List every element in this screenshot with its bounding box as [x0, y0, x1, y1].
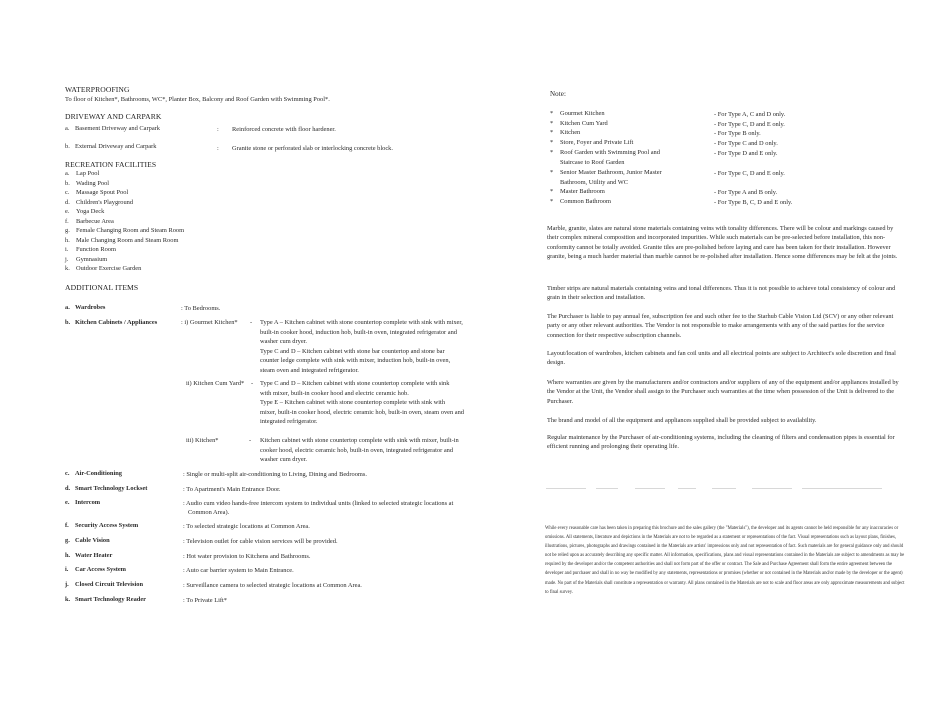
driveway-item-label: Basement Driveway and Carpark: [75, 125, 161, 132]
additional-item-letter: j.: [65, 581, 69, 588]
note-bullet: *: [550, 129, 554, 136]
note-bullet: *: [550, 188, 554, 195]
recreation-item-label: Female Changing Room and Steam Room: [76, 227, 185, 234]
driveway-item-letter: a.: [65, 125, 70, 132]
notes-page: [540, 0, 943, 717]
kitchen-letter: b.: [65, 319, 71, 326]
recreation-item-letter: d.: [65, 198, 70, 206]
additional-item-label: Closed Circuit Television: [75, 581, 144, 588]
additional-item-letter: e.: [65, 499, 70, 506]
additional-item-label: Security Access System: [75, 522, 139, 529]
recreation-item-letter: k.: [65, 265, 70, 272]
desc-line: integrated refrigerator.: [260, 418, 318, 426]
additional-item-value: : Single or multi-split air-conditioning to Living, Dining and Bedrooms.: [183, 471, 367, 478]
note-paragraph: The Purchaser is liable to pay annual fee, subscription fee and such other fee to the Starhub Cable Vision Ltd (SCV) or any other relevant party or any other relevant authorities. The Vendor is not responsible to make arrangements with any of the said parties for the service connection for their respective subscription channels.: [547, 313, 894, 339]
additional-item-value: : To selected strategic locations at Common Area.: [183, 523, 310, 530]
additional-item-value: : To Private Lift*: [183, 597, 227, 604]
desc-line: Type A – Kitchen cabinet with stone countertop complete with sink with mixer,: [260, 319, 463, 326]
note-item-label: Gourmet Kitchen: [560, 110, 605, 117]
additional-item-letter: i.: [65, 566, 69, 573]
desc-line: built-in cooker hood, induction hob, built-in oven, integrated refrigerator and: [260, 328, 457, 336]
note-item-value: - For Type B, C, D and E only.: [714, 199, 793, 206]
recreation-item-label: Wading Pool: [76, 179, 110, 187]
kitchen-type-b-desc: [260, 436, 459, 465]
note-item-label-cont: Staircase to Roof Garden: [560, 158, 625, 166]
additional-item-letter: g.: [65, 537, 70, 544]
note-item-value: - For Type A, C and D only.: [714, 111, 786, 118]
additional-item-label: Car Access System: [75, 566, 126, 573]
desc-line: with mixer, built-in cooker hood and electric ceramic hob.: [260, 389, 409, 397]
note-bullet: *: [550, 149, 554, 156]
desc-line: Kitchen cabinet with stone countertop complete with sink with mixer, built-in: [260, 437, 459, 444]
waterproofing-text: To floor of Kitchen*, Bathrooms, WC*, Planter Box, Balcony and Roof Garden with Swimming Pool*.: [65, 96, 330, 103]
driveway-item-label: External Driveway and Carpark: [75, 143, 157, 150]
desc-line: washer cum dryer.: [260, 456, 308, 464]
recreation-item-letter: b.: [65, 179, 70, 187]
recreation-item-label: Lap Pool: [76, 170, 100, 177]
note-item-value: - For Type C and D only.: [714, 140, 778, 147]
note-bullet: *: [550, 139, 554, 146]
recreation-item-letter: i.: [65, 246, 69, 253]
note-item-label: Store, Foyer and Private Lift: [560, 139, 634, 146]
additional-item-letter: f.: [65, 522, 69, 529]
wardrobes-value: : To Bedrooms.: [181, 305, 221, 312]
additional-item-value: : Auto car barrier system to Main Entrance.: [183, 567, 294, 574]
recreation-item-label: Outdoor Exercise Garden: [76, 265, 142, 272]
driveway-item-colon: :: [217, 145, 219, 152]
wardrobes-label: Wardrobes: [75, 304, 106, 311]
recreation-item-label: Barbecue Area: [76, 217, 114, 225]
desc-line: Type C and D – Kitchen cabinet with stone bar countertop and stone bar: [260, 347, 445, 355]
note-paragraph: Where warranties are given by the manufacturers and/or contractors and/or suppliers of any of the equipment and/or appliances installed by the Vendor at the Unit, the Vendor shall assign to the Purchaser such warranties at the time when possession of the Unit is delivered to the Purchaser.: [547, 379, 899, 405]
additional-title: ADDITIONAL ITEMS: [65, 283, 139, 292]
recreation-title: RECREATION FACILITIES: [65, 160, 157, 169]
additional-item-label: Smart Technology Reader: [75, 596, 147, 603]
gourmet-kitchen-desc: [260, 318, 463, 376]
desc-line: Type C and D – Kitchen cabinet with stone countertop complete with sink: [260, 380, 450, 387]
recreation-item-label: Yoga Deck: [76, 208, 105, 215]
additional-item-label: Air-Conditioning: [75, 470, 122, 477]
gourmet-kitchen-label: : i) Gourmet Kitchen*: [181, 319, 238, 326]
wardrobes-letter: a.: [65, 304, 70, 311]
additional-item-value: : Hot water provision to Kitchens and Bathrooms.: [183, 553, 311, 560]
note-item-value: - For Type C, D and E only.: [714, 170, 785, 177]
desc-line: washer cum dryer.: [260, 338, 308, 346]
note-item-value: - For Type D and E only.: [714, 150, 778, 157]
note-item-label: Common Bathroom: [560, 198, 611, 205]
desc-line: mixer, built-in cooker hood, electric ceramic hob, built-in oven, steam oven and: [260, 408, 465, 416]
recreation-item-label: Gymnasium: [76, 255, 108, 263]
note-item-label: Roof Garden with Swimming Pool and: [560, 149, 660, 156]
note-paragraph: The brand and model of all the equipment and appliances supplied shall be provided subject to availability.: [547, 417, 817, 424]
kitchen-cum-yard-dash: -: [251, 380, 254, 387]
note-bullet: *: [550, 120, 554, 127]
desc-line: cooker hood, electric ceramic hob, built-in oven, integrated refrigerator and: [260, 446, 454, 454]
additional-item-label: Water Heater: [75, 552, 113, 559]
additional-item-label: Intercom: [75, 499, 101, 506]
additional-item-letter: h.: [65, 552, 71, 559]
additional-item-value-cont: Common Area).: [188, 509, 230, 516]
desc-line: Type E – Kitchen cabinet with stone countertop complete with sink with: [260, 399, 446, 407]
additional-item-value: : Surveillance camera to selected strategic locations at Common Area.: [183, 582, 362, 589]
gourmet-kitchen-dash: -: [250, 319, 253, 326]
driveway-item-colon: :: [217, 126, 219, 133]
recreation-item-letter: e.: [65, 208, 70, 215]
additional-item-letter: k.: [65, 596, 71, 603]
kitchen-type-b-dash: -: [249, 437, 252, 444]
recreation-item-label: Massage Spout Pool: [76, 189, 129, 196]
desc-line: counter ledge complete with sink with mixer, induction hob, built-in oven,: [260, 357, 451, 365]
note-item-value: - For Type B only.: [714, 130, 761, 137]
additional-item-label: Cable Vision: [75, 537, 110, 544]
note-title: Note:: [550, 90, 567, 98]
note-item-label: Master Bathroom: [560, 188, 605, 195]
recreation-item-label: Male Changing Room and Steam Room: [76, 236, 179, 244]
kitchen-type-b-label: iii) Kitchen*: [186, 437, 219, 444]
recreation-item-letter: c.: [65, 189, 70, 196]
driveway-item-value: Granite stone or perforated slab or interlocking concrete block.: [232, 145, 393, 152]
note-bullet: *: [550, 110, 554, 117]
additional-item-value: : Television outlet for cable vision services will be provided.: [183, 538, 338, 545]
additional-item-value: : To Apartment's Main Entrance Door.: [183, 486, 281, 493]
additional-item-letter: c.: [65, 470, 70, 477]
note-bullet: *: [550, 169, 554, 176]
waterproofing-title: WATERPROOFING: [65, 85, 130, 94]
note-paragraph: Regular maintenance by the Purchaser of air-conditioning systems, including the cleaning of filters and condensation pipes is essential for efficient running and prolonging their operating life.: [547, 434, 895, 451]
note-item-value: - For Type C, D and E only.: [714, 121, 785, 128]
driveway-item-letter: b.: [65, 143, 70, 150]
recreation-item-label: Function Room: [76, 246, 116, 253]
recreation-item-letter: a.: [65, 170, 70, 177]
recreation-item-letter: j.: [65, 255, 69, 263]
recreation-item-letter: f.: [65, 217, 69, 225]
note-paragraph: Marble, granite, slates are natural stone materials containing veins with tonality differences. There will be colour and markings caused by their complex mineral composition and incorporated impurities. While such materials can be pre-selected before installation, this non-conformity cannot be totally avoided. Granite tiles are pre-polished before laying and care has been taken for their installation. However granite, being a much harder material than marble cannot be re-polished after installation. Hence some differences may be felt at the joints.: [547, 225, 898, 260]
note-item-label: Kitchen Cum Yard: [560, 120, 608, 127]
driveway-title: DRIVEWAY AND CARPARK: [65, 112, 162, 121]
kitchen-label: Kitchen Cabinets / Appliances: [75, 319, 158, 326]
recreation-item-letter: h.: [65, 236, 70, 244]
recreation-item-letter: g.: [65, 227, 70, 234]
disclaimer-text: While every reasonable care has been taken in preparing this brochure and the sales gallery (the "Materials"), the developer and its agents cannot be held responsible for any inaccuracies or omissions. All statements, literature and depictions in the Materials are not to be regarded as a statement or representations of the fact. Visual representations such as layout plans, finishes, illustrations, pictures, photographs and drawings contained in the Materials are artists' impressions only and not representation of fact. Such materials are for general guidance only and should not be relied upon as accurately describing any specific matter. All information, specifications, plans and visual representations contained in the Materials are subject to amendments as may be required by the developer and/or the competent authorities and shall not form part of the offer or contract. The Sale and Purchase Agreement shall form the entire agreement between the developer and purchaser and shall in no way be modified by any statements, representations or promises (whether or not contained in the Materials and/or made by the developer or the agent) made. No part of the Materials shall constitute a representation or warranty. All plans contained in the Materials are not to scale and floor areas are only approximate measurements and subject to final survey.: [545, 526, 905, 595]
additional-item-letter: d.: [65, 485, 71, 492]
note-paragraph: Timber strips are natural materials containing veins and tonal differences. Thus it is not possible to achieve total consistency of colour and grain in their selection and installation.: [547, 285, 896, 302]
additional-item-value: : Audio cum video hands-free intercom system to individual units (linked to selected strategic locations at: [183, 500, 454, 507]
note-bullet: *: [550, 198, 554, 205]
kitchen-cum-yard-label: ii) Kitchen Cum Yard*: [186, 380, 245, 387]
driveway-item-value: Reinforced concrete with floor hardener.: [232, 126, 336, 133]
desc-line: steam oven and integrated refrigerator.: [260, 366, 359, 374]
note-item-label: Kitchen: [560, 129, 581, 136]
additional-item-label: Smart Technology Lockset: [75, 485, 148, 492]
note-item-label-cont: Bathroom, Utility and WC: [560, 178, 629, 186]
note-item-label: Senior Master Bathroom, Junior Master: [560, 169, 662, 176]
note-item-value: - For Type A and B only.: [714, 189, 778, 196]
kitchen-cum-yard-desc: [260, 379, 464, 427]
note-paragraph: Layout/location of wardrobes, kitchen cabinets and fan coil units and all electrical points are subject to Architect's sole discretion and final design.: [547, 350, 896, 367]
recreation-item-label: Children's Playground: [76, 198, 134, 206]
